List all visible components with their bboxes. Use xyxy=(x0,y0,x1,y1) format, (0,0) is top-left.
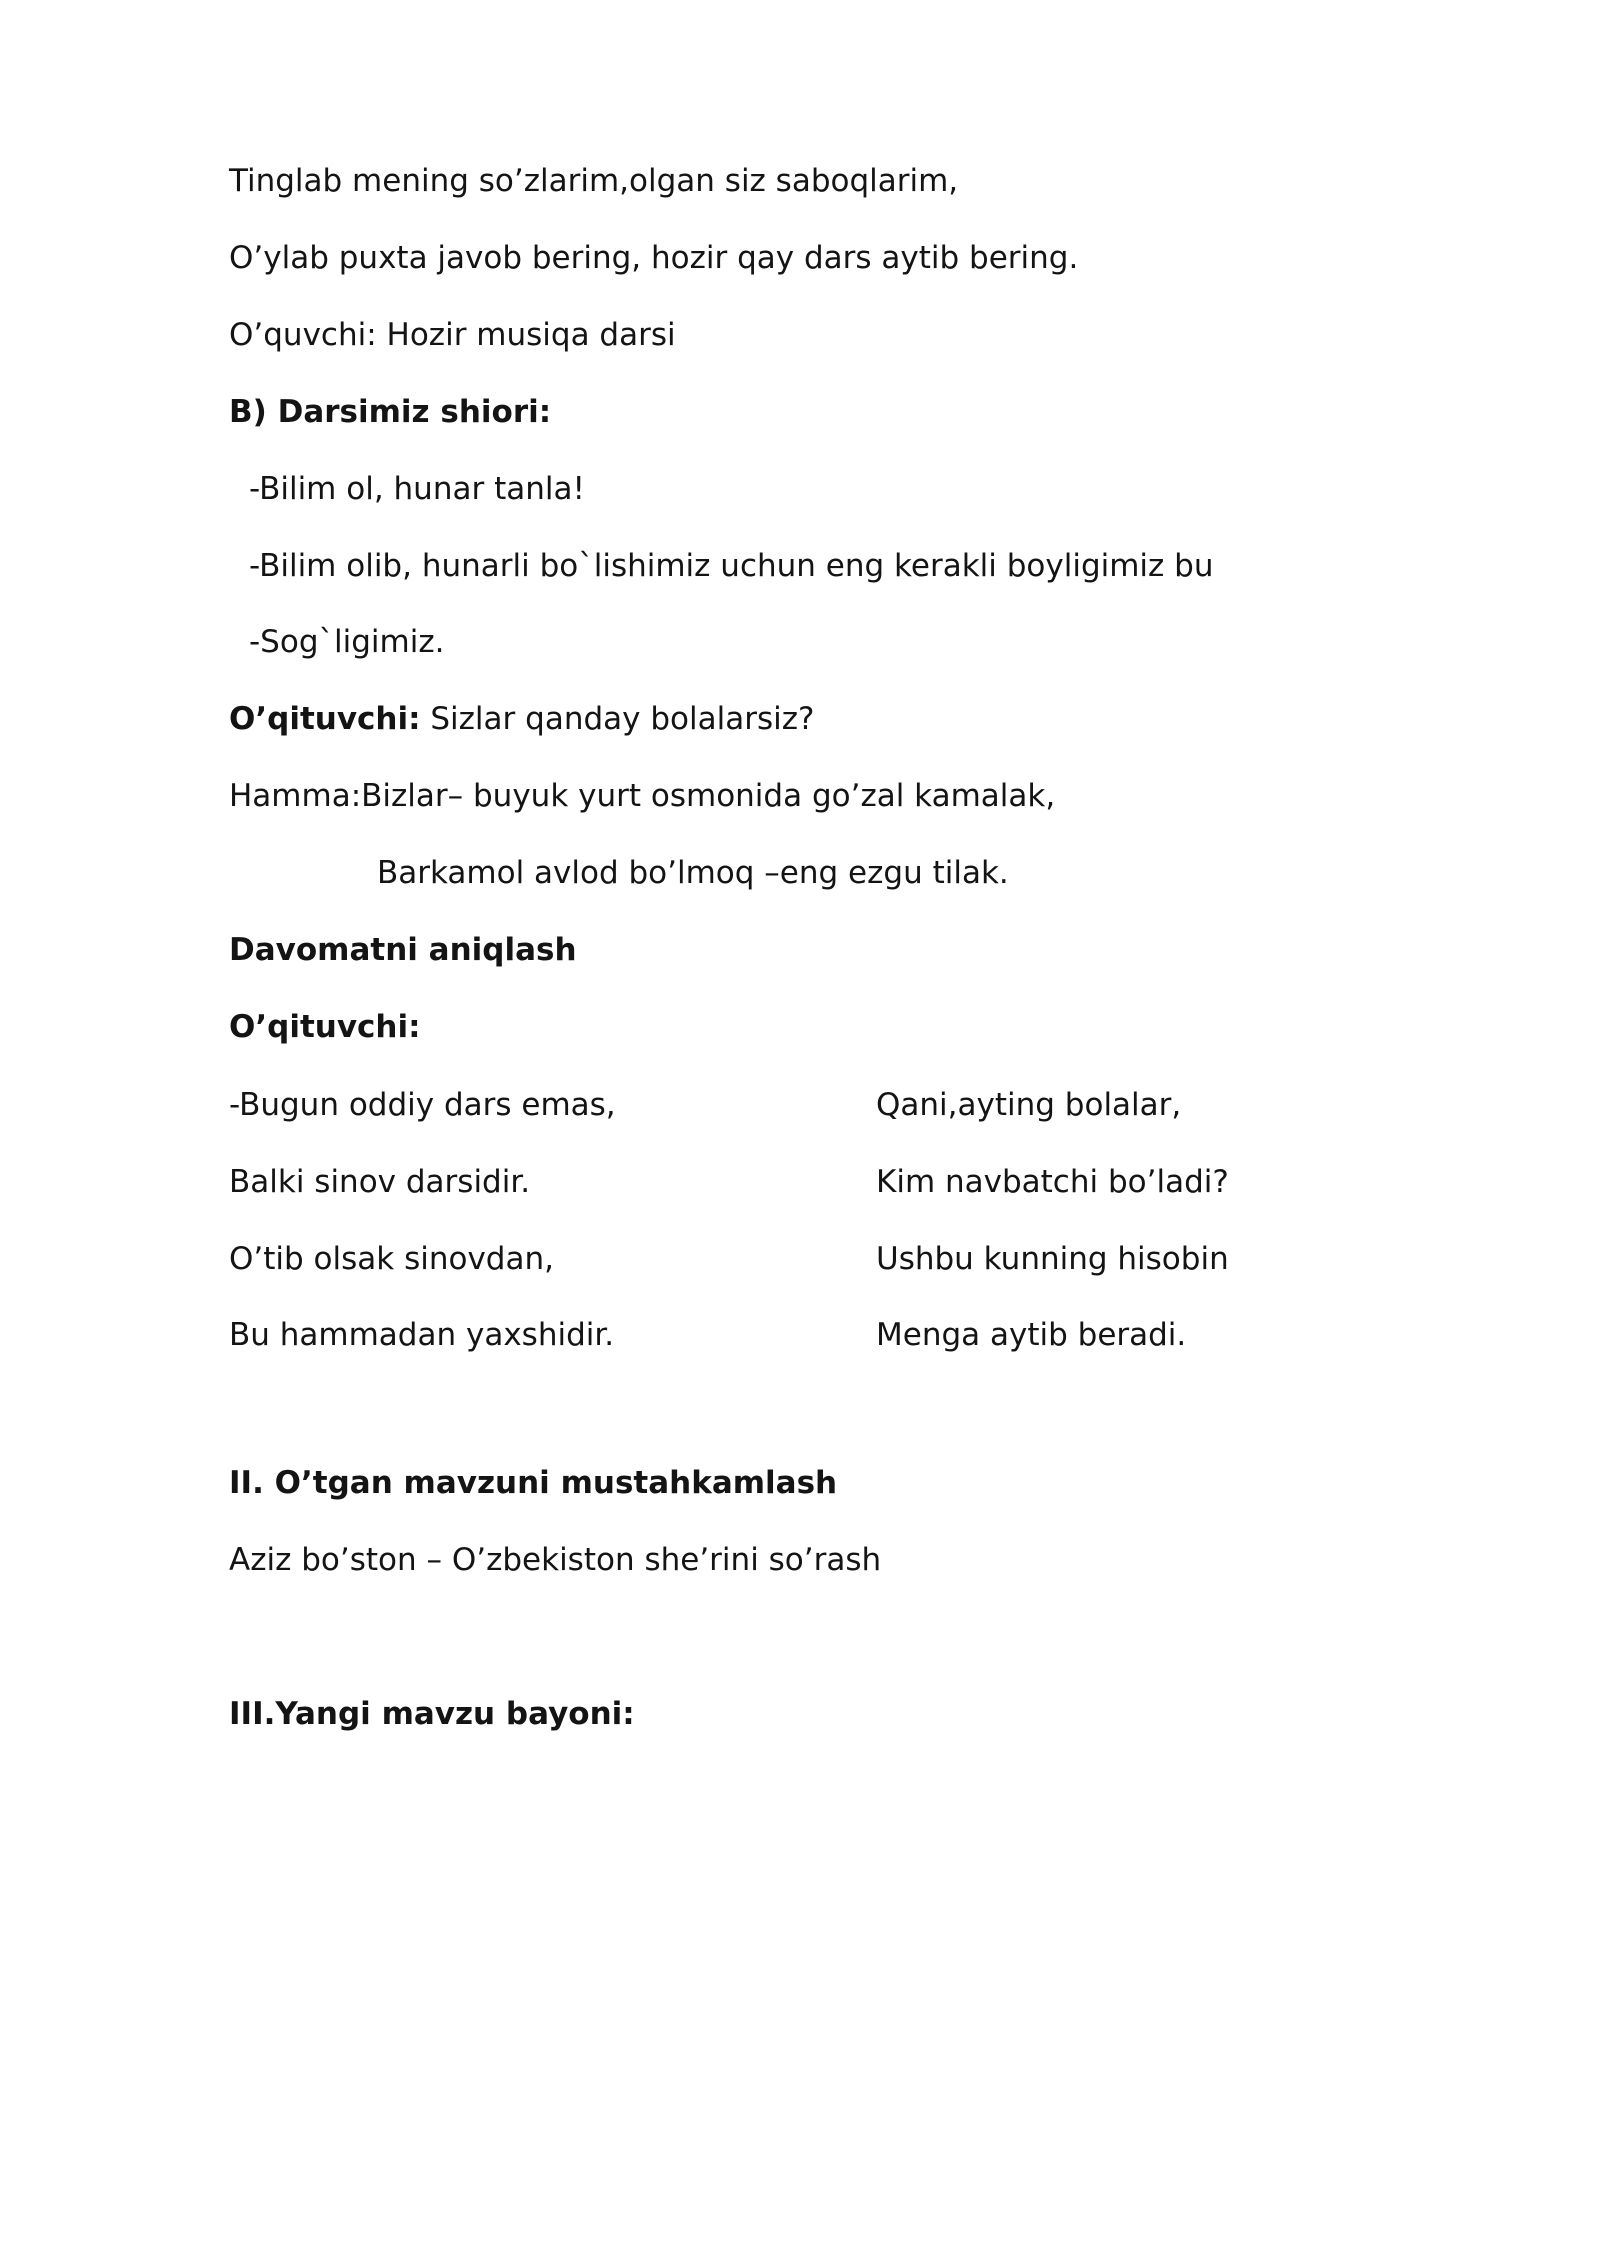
intro-line-2: O’ylab puxta javob bering, hozir qay dars aytib bering. xyxy=(229,240,1079,276)
class-answer-line-2: Barkamol avlod bo’lmoq –eng ezgu tilak. xyxy=(377,855,1009,891)
shior-item-1: -Bilim ol, hunar tanla! xyxy=(249,471,585,507)
section2-heading: II. O’tgan mavzuni mustahkamlash xyxy=(229,1465,838,1501)
teacher-question: Sizlar qanday bolalarsiz? xyxy=(420,701,815,737)
attendance-teacher-label: O’qituvchi: xyxy=(229,1009,421,1045)
poem-left-line-2: Balki sinov darsidir. xyxy=(229,1164,531,1200)
attendance-heading: Davomatni aniqlash xyxy=(229,932,577,968)
intro-line-3: O’quvchi: Hozir musiqa darsi xyxy=(229,317,676,353)
teacher-question-line xyxy=(229,699,814,739)
class-answer-line-1: Hamma:Bizlar– buyuk yurt osmonida go’zal kamalak, xyxy=(229,778,1056,814)
shior-heading: B) Darsimiz shiori: xyxy=(229,394,552,430)
section2-text: Aziz bo’ston – O’zbekiston she’rini so’rash xyxy=(229,1542,882,1578)
shior-item-3: -Sog`ligimiz. xyxy=(249,624,445,660)
section3-heading: III.Yangi mavzu bayoni: xyxy=(229,1696,635,1732)
poem-right-line-2: Kim navbatchi bo’ladi? xyxy=(876,1164,1229,1200)
poem-left-line-1: -Bugun oddiy dars emas, xyxy=(229,1087,616,1123)
poem-right-line-3: Ushbu kunning hisobin xyxy=(876,1241,1229,1277)
shior-item-2: -Bilim olib, hunarli bo`lishimiz uchun eng kerakli boyligimiz bu xyxy=(249,548,1214,584)
intro-line-1: Tinglab mening so’zlarim,olgan siz saboqlarim, xyxy=(229,163,959,199)
poem-right-line-1: Qani,ayting bolalar, xyxy=(876,1087,1182,1123)
teacher-label: O’qituvchi: xyxy=(229,701,421,737)
poem-left-line-3: O’tib olsak sinovdan, xyxy=(229,1241,554,1277)
poem-left-line-4: Bu hammadan yaxshidir. xyxy=(229,1317,615,1353)
poem-right-line-4: Menga aytib beradi. xyxy=(876,1317,1187,1353)
